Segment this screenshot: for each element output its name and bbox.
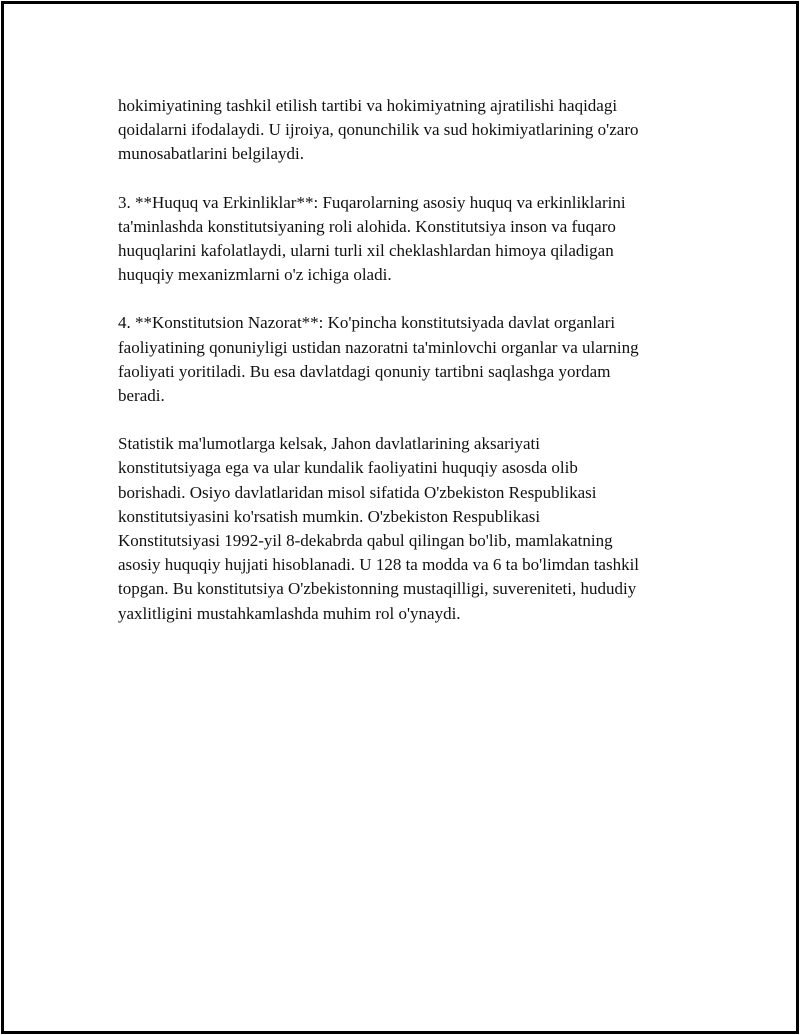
paragraph-constitutional-control: 4. **Konstitutsion Nazorat**: Ko'pincha konstitutsiyada davlat organlari faoliyatining qonuniyligi ustidan nazoratni ta'minlovchi organlar va ularning faoliyati yoritiladi. Bu esa davlatdagi qonuniy tartibni saqlashga yordam beradi. [118,313,639,406]
paragraph-rights-and-freedoms: 3. **Huquq va Erkinliklar**: Fuqarolarning asosiy huquq va erkinliklarini ta'minlashda konstitutsiyaning roli alohida. Konstitutsiya inson va fuqaro huquqlarini kafolatlaydi, ularni turli xil cheklashlardan himoya qiladigan huquqiy mexanizmlarni o'z ichiga oladi. [118,192,626,285]
paragraph-statistics: Statistik ma'lumotlarga kelsak, Jahon davlatlarining aksariyati konstitutsiyaga ega va ular kundalik faoliyatini huquqiy asosda olib borishadi. Osiyo davlatlaridan misol sifatida O'zbekiston Respublikasi konstitutsiyasini ko'rsatish mumkin. O'zbekiston Respublikasi Konstitutsiyasi 1992-yil 8-dekabrda qabul qilingan bo'lib, mamlakatning asosiy huquqiy hujjati hisoblanadi. U 128 ta modda va 6 ta bo'limdan tashkil topgan. Bu konstitutsiya O'zbekistonning mustaqilligi, suvereniteti, hududiy yaxlitligini mustahkamlashda muhim rol o'ynaydi. [118,434,640,623]
paragraph-continuation: hokimiyatining tashkil etilish tartibi va hokimiyatning ajratilishi haqidagi qoidalarni ifodalaydi. U ijroiya, qonunchilik va sud hokimiyatlarining o'zaro munosabatlarini belgilaydi. [118,96,639,164]
document-body [118,94,688,650]
